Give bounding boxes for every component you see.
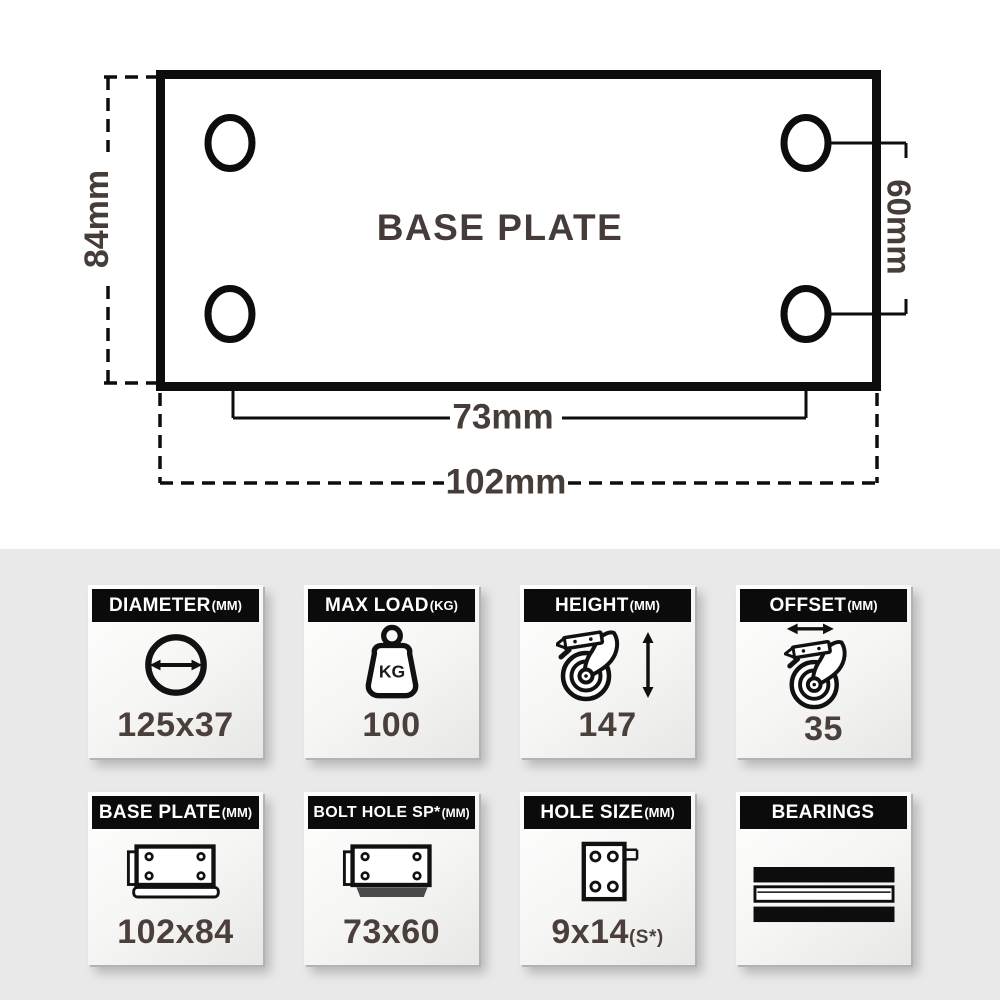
card-body: [524, 622, 691, 708]
spec-card-base-plate: [88, 792, 263, 965]
spec-row-2: [88, 792, 911, 965]
card-label: BEARINGS: [771, 801, 875, 823]
card-header: [308, 796, 475, 829]
card-label: BOLT HOLE SP*: [313, 803, 441, 821]
max-load-icon: [353, 624, 431, 706]
card-value: 147: [578, 706, 637, 744]
card-body: [308, 829, 475, 915]
card-value: 73x60: [342, 913, 441, 951]
spec-card-hole-size: [520, 792, 695, 965]
vertical-arrow: [642, 632, 653, 698]
diameter-icon: [142, 631, 210, 699]
card-unit: (MM): [629, 598, 660, 613]
dim-label-84mm: 84mm: [78, 169, 116, 269]
card-unit: (MM): [441, 805, 470, 820]
card-value-main: 9x14: [551, 913, 629, 951]
spec-card-height: [520, 585, 695, 758]
card-body: [740, 829, 907, 961]
card-unit: (MM): [211, 598, 242, 613]
card-value-suffix: (S*): [628, 927, 664, 948]
spec-row-1: [88, 585, 911, 758]
card-value: 102x84: [117, 913, 234, 951]
card-label: OFFSET: [769, 594, 847, 616]
card-value: [524, 915, 691, 961]
dim-label-102mm: 102mm: [445, 462, 567, 502]
spec-card-diameter: [88, 585, 263, 758]
spec-card-offset: [736, 585, 911, 758]
horizontal-arrow: [786, 623, 833, 634]
card-header: [740, 796, 907, 829]
spec-card-max-load: [304, 585, 479, 758]
card-header: [308, 589, 475, 622]
card-label: MAX LOAD: [325, 594, 429, 616]
card-unit: (KG): [429, 598, 458, 613]
card-label: HOLE SIZE: [540, 801, 644, 823]
card-header: [524, 589, 691, 622]
diagram-title: BASE PLATE: [376, 207, 624, 248]
card-body: [92, 829, 259, 915]
spec-band: [0, 549, 1000, 1000]
card-label: DIAMETER: [109, 594, 211, 616]
card-unit: (MM): [644, 805, 675, 820]
spec-card-bearings: [736, 792, 911, 965]
offset-caster-icon: [784, 622, 864, 712]
height-caster-icon: [556, 626, 660, 704]
card-label: BASE PLATE: [98, 801, 221, 823]
card-header: [740, 589, 907, 622]
hole-size-icon: [576, 841, 640, 903]
card-unit: (MM): [847, 598, 878, 613]
card-body: [524, 829, 691, 915]
base-plate-icon: [126, 844, 226, 900]
card-body: [740, 622, 907, 712]
kg-icon-text: KG: [378, 661, 405, 682]
card-body: [92, 622, 259, 708]
card-header: [92, 589, 259, 622]
card-body: [308, 622, 475, 708]
card-value: 100: [362, 706, 421, 744]
card-unit: (MM): [221, 805, 253, 820]
card-header: [92, 796, 259, 829]
dim-label-60mm: 60mm: [880, 179, 918, 275]
dim-label-73mm: 73mm: [452, 397, 554, 437]
bearings-icon: [752, 867, 896, 923]
card-value: 125x37: [117, 706, 234, 744]
bolt-hole-spacing-icon: [342, 844, 442, 900]
card-header: [524, 796, 691, 829]
spec-card-bolt-hole-spacing: [304, 792, 479, 965]
card-value: 35: [804, 710, 843, 748]
card-label: HEIGHT: [555, 594, 629, 616]
